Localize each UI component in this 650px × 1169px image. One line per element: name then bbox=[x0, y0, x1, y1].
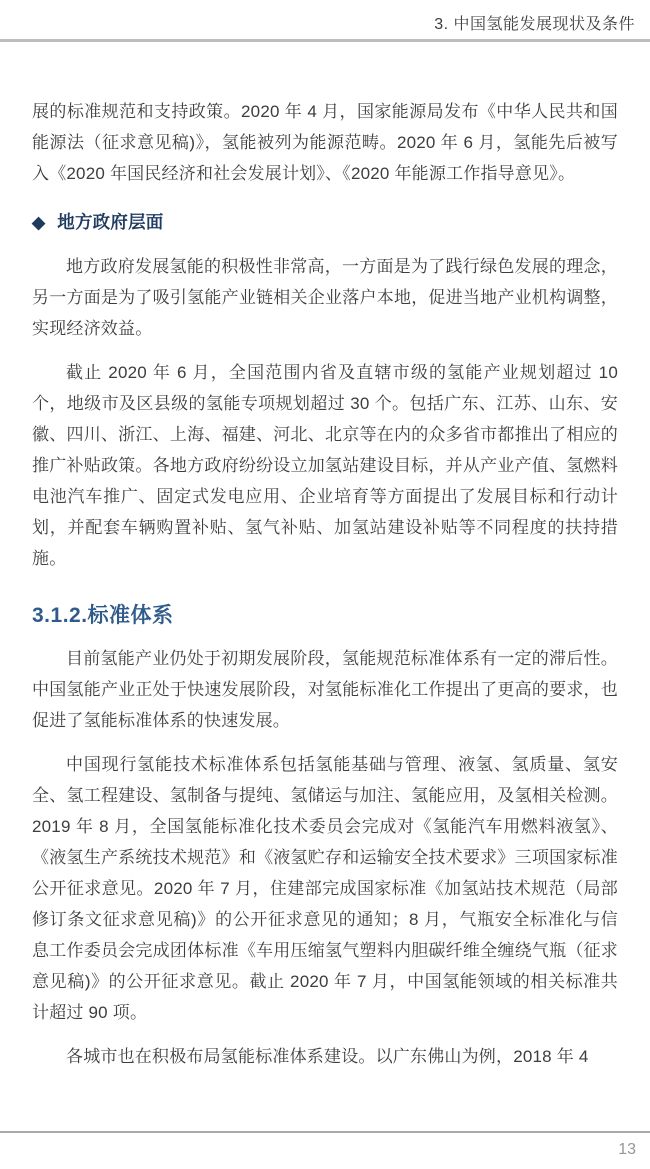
paragraph-policy-continuation: 展的标准规范和支持政策。2020 年 4 月，国家能源局发布《中华人民共和国能源法（征求意见稿)》，氢能被列为能源范畴。2020 年 6 月，氢能先后被写入《2020 年国民经济和社会发展计划》、《2020 年能源工作指导意见》。 bbox=[32, 102, 618, 183]
paragraph-local-gov-motivation: 地方政府发展氢能的积极性非常高，一方面是为了践行绿色发展的理念，另一方面是为了吸引氢能产业链相关企业落户本地，促进当地产业机构调整，实现经济效益。 bbox=[32, 257, 618, 338]
diamond-icon: ◆ bbox=[32, 213, 46, 232]
paragraph-standards-status: 目前氢能产业仍处于初期发展阶段，氢能规范标准体系有一定的滞后性。中国氢能产业正处于快速发展阶段，对氢能标准化工作提出了更高的要求，也促进了氢能标准体系的快速发展。 bbox=[32, 649, 618, 730]
paragraph-cities-standards: 各城市也在积极布局氢能标准体系建设。以广东佛山为例，2018 年 4 bbox=[66, 1047, 589, 1066]
header-chapter-title: 3. 中国氢能发展现状及条件 bbox=[434, 16, 635, 33]
local-government-heading bbox=[32, 207, 618, 238]
paragraph-local-gov-plans: 截止 2020 年 6 月，全国范围内省及直辖市级的氢能产业规划超过 10 个，地级市及区县级的氢能专项规划超过 30 个。包括广东、江苏、山东、安徽、四川、浙江、上海、福建、河北、北京等在内的众多省市都推出了相应的推广补贴政策。各地方政府纷纷设立加氢站建设目标，并从产业产值、氢燃料电池汽车推广、固定式发电应用、企业培育等方面提出了发展目标和行动计划，并配套车辆购置补贴、氢气补贴、加氢站建设补贴等不同程度的扶持措施。 bbox=[32, 363, 618, 568]
footer-rule-divider bbox=[0, 1131, 650, 1133]
local-government-heading-label: 地方政府层面 bbox=[57, 212, 164, 232]
paragraph-standards-system: 中国现行氢能技术标准体系包括氢能基础与管理、液氢、氢质量、氢安全、氢工程建设、氢制备与提纯、氢储运与加注、氢能应用，及氢相关检测。2019 年 8 月，全国氢能标准化技术委员会完成对《氢能汽车用燃料液氢》、《液氢生产系统技术规范》和《液氢贮存和运输安全技术要求》三项国家标准公开征求意见。2020 年 7 月，住建部完成国家标准《加氢站技术规范（局部修订条文征求意见稿)》的公开征求意见的通知；8 月，气瓶安全标准化与信息工作委员会完成团体标准《车用压缩氢气塑料内胆碳纤维全缠绕气瓶（征求意见稿)》的公开征求意见。截止 2020 年 7 月，中国氢能领域的相关标准共计超过 90 项。 bbox=[32, 755, 618, 1022]
page-content bbox=[32, 96, 618, 1072]
section-heading-3-1-2: 3.1.2.标准体系 bbox=[32, 604, 174, 627]
page-number: 13 bbox=[618, 1141, 636, 1158]
header-rule-divider bbox=[0, 39, 650, 42]
